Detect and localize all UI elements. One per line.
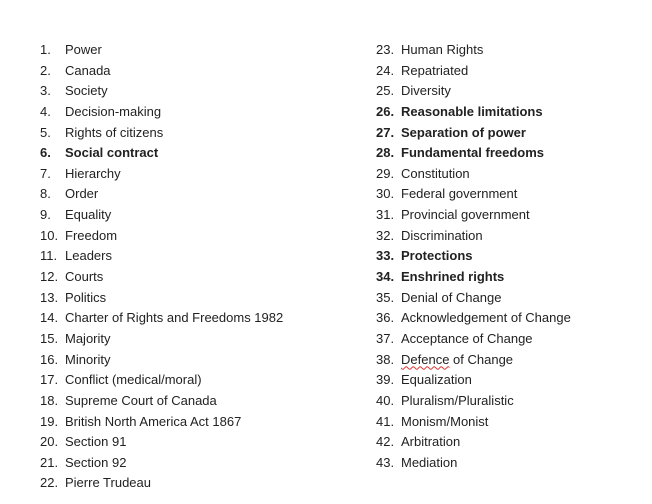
list-item xyxy=(40,205,360,226)
item-number: 9. xyxy=(40,207,51,223)
list-item xyxy=(40,81,360,102)
item-number: 30. xyxy=(376,186,395,202)
list-item xyxy=(376,205,646,226)
list-item xyxy=(376,102,646,123)
item-text: Protections xyxy=(401,248,473,264)
item-number: 20. xyxy=(40,434,59,450)
item-number: 28. xyxy=(376,145,395,161)
item-number: 24. xyxy=(376,62,395,78)
list-item xyxy=(376,288,646,309)
item-text-rest: of Change xyxy=(449,351,514,367)
item-number: 19. xyxy=(40,413,59,429)
item-number: 23. xyxy=(376,42,395,57)
list-item xyxy=(376,61,646,82)
item-number: 29. xyxy=(376,165,395,181)
item-number: 8. xyxy=(40,186,51,202)
list-item xyxy=(376,184,646,205)
list-item xyxy=(376,246,646,267)
list-item xyxy=(376,226,646,247)
list-item xyxy=(376,412,646,433)
item-number: 22. xyxy=(40,475,59,491)
list-item xyxy=(376,143,646,164)
item-text: Rights of citizens xyxy=(65,124,164,140)
spellcheck-flagged-word: Defence xyxy=(401,351,450,367)
item-number: 15. xyxy=(40,330,59,346)
list-item xyxy=(376,432,646,453)
item-text: Equality xyxy=(65,207,112,223)
item-number: 14. xyxy=(40,310,59,326)
item-number: 34. xyxy=(376,269,395,285)
list-item xyxy=(40,226,360,247)
list-item xyxy=(40,391,360,412)
list-item xyxy=(40,370,360,391)
item-number: 33. xyxy=(376,248,395,264)
item-text: Repatriated xyxy=(401,62,469,78)
item-number: 40. xyxy=(376,392,395,408)
list-item xyxy=(376,453,646,474)
item-text xyxy=(401,350,513,371)
item-number: 38. xyxy=(376,351,395,367)
item-text: Society xyxy=(65,83,108,99)
item-text: Canada xyxy=(65,62,111,78)
list-item xyxy=(40,267,360,288)
item-text: Pluralism/Pluralistic xyxy=(401,392,514,408)
list-item xyxy=(40,164,360,185)
list-item xyxy=(376,81,646,102)
item-number: 2. xyxy=(40,62,51,78)
item-number: 11. xyxy=(40,248,58,264)
item-text: Equalization xyxy=(401,372,472,388)
item-text: Constitution xyxy=(401,165,470,181)
item-text: Acceptance of Change xyxy=(401,330,533,346)
item-number: 6. xyxy=(40,145,51,161)
item-number: 3. xyxy=(40,83,51,99)
item-number: 4. xyxy=(40,103,51,119)
item-text: Section 92 xyxy=(65,454,127,470)
item-text: Supreme Court of Canada xyxy=(65,392,217,408)
item-text: Section 91 xyxy=(65,434,127,450)
item-number: 37. xyxy=(376,330,395,346)
item-text: Majority xyxy=(65,330,111,346)
item-text: Hierarchy xyxy=(65,165,121,181)
item-text: Federal government xyxy=(401,186,518,202)
item-text: Fundamental freedoms xyxy=(401,145,545,161)
item-text: Arbitration xyxy=(401,434,461,450)
list-item xyxy=(376,308,646,329)
item-number: 16. xyxy=(40,351,59,367)
item-text: Decision-making xyxy=(65,103,162,119)
list-item xyxy=(40,308,360,329)
list-item xyxy=(376,267,646,288)
item-number: 42. xyxy=(376,434,395,450)
item-text: Monism/Monist xyxy=(401,413,489,429)
item-text: Separation of power xyxy=(401,124,526,140)
item-text: Power xyxy=(65,42,102,57)
list-item xyxy=(40,473,360,494)
term-list-left xyxy=(40,40,360,494)
item-text: Acknowledgement of Change xyxy=(401,310,571,326)
item-number: 36. xyxy=(376,310,395,326)
item-number: 1. xyxy=(40,42,51,57)
list-item xyxy=(376,391,646,412)
item-number: 31. xyxy=(376,207,395,223)
item-number: 21. xyxy=(40,454,59,470)
list-item xyxy=(40,61,360,82)
item-number: 12. xyxy=(40,269,59,285)
item-text: Courts xyxy=(65,269,104,285)
item-number: 26. xyxy=(376,103,395,119)
item-text: Freedom xyxy=(65,227,118,243)
item-number: 43. xyxy=(376,454,395,470)
item-text: Charter of Rights and Freedoms 1982 xyxy=(65,310,284,326)
list-item xyxy=(40,102,360,123)
item-text: Reasonable limitations xyxy=(401,103,543,119)
term-list-right xyxy=(376,40,646,473)
list-item xyxy=(40,288,360,309)
item-text: Pierre Trudeau xyxy=(65,475,151,491)
list-item xyxy=(40,329,360,350)
list-item xyxy=(40,432,360,453)
list-item xyxy=(376,40,646,61)
item-text: Human Rights xyxy=(401,42,484,57)
item-text: British North America Act 1867 xyxy=(65,413,242,429)
item-text: Provincial government xyxy=(401,207,530,223)
item-number: 7. xyxy=(40,165,51,181)
item-text: Denial of Change xyxy=(401,289,502,305)
item-number: 41. xyxy=(376,413,395,429)
item-text: Politics xyxy=(65,289,107,305)
item-number: 39. xyxy=(376,372,395,388)
item-text: Discrimination xyxy=(401,227,483,243)
item-number: 5. xyxy=(40,124,51,140)
item-text: Social contract xyxy=(65,145,159,161)
item-text: Mediation xyxy=(401,454,458,470)
list-item xyxy=(376,370,646,391)
list-item xyxy=(40,246,360,267)
item-text: Conflict (medical/moral) xyxy=(65,372,202,388)
item-number: 35. xyxy=(376,289,395,305)
list-item xyxy=(376,329,646,350)
item-number: 13. xyxy=(40,289,59,305)
list-item xyxy=(40,453,360,474)
list-item xyxy=(40,40,360,61)
list-item xyxy=(376,123,646,144)
item-number: 25. xyxy=(376,83,395,99)
item-number: 18. xyxy=(40,392,59,408)
item-number: 10. xyxy=(40,227,59,243)
list-item xyxy=(40,412,360,433)
item-text: Leaders xyxy=(65,248,112,264)
item-number: 27. xyxy=(376,124,395,140)
item-text: Diversity xyxy=(401,83,451,99)
list-item xyxy=(40,350,360,371)
list-item xyxy=(40,143,360,164)
list-item xyxy=(40,184,360,205)
item-number: 32. xyxy=(376,227,395,243)
list-item xyxy=(40,123,360,144)
item-text: Minority xyxy=(65,351,111,367)
item-text: Enshrined rights xyxy=(401,269,505,285)
list-item xyxy=(376,164,646,185)
item-text: Order xyxy=(65,186,99,202)
list-item xyxy=(376,350,646,371)
item-number: 17. xyxy=(40,372,59,388)
